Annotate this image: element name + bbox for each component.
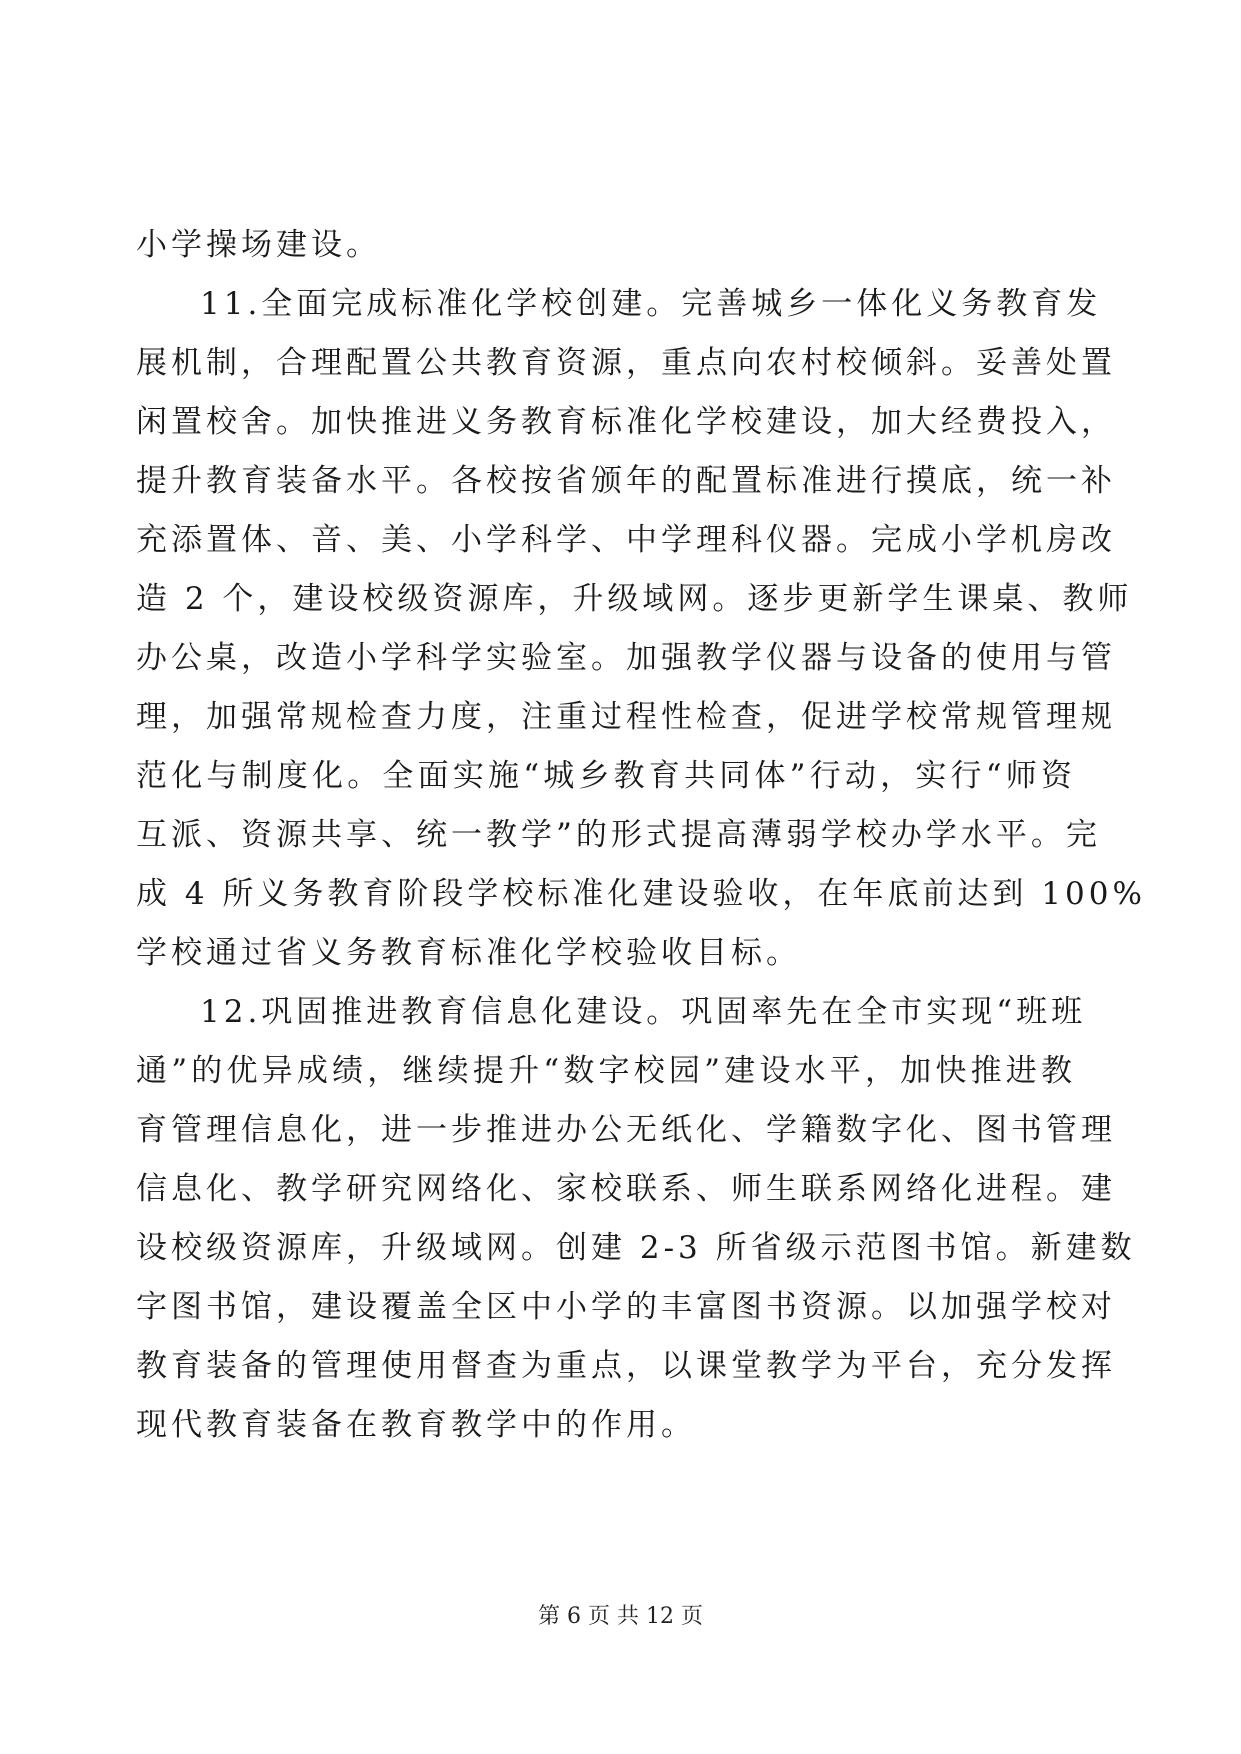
paragraph-line: 充添置体、音、美、小学科学、中学理科仪器。完成小学机房改 xyxy=(136,522,1116,558)
paragraph-line: 育管理信息化，进一步推进办公无纸化、学籍数字化、图书管理 xyxy=(136,1112,1116,1148)
paragraph-line: 闲置校舍。加快推进义务教育标准化学校建设，加大经费投入， xyxy=(136,404,1116,440)
paragraph-line: 理，加强常规检查力度，注重过程性检查，促进学校常规管理规 xyxy=(136,699,1116,735)
paragraph-line: 11.全面完成标准化学校创建。完善城乡一体化义务教育发 xyxy=(200,286,1102,322)
paragraph-line: 学校通过省义务教育标准化学校验收目标。 xyxy=(136,935,801,971)
paragraph-line: 通”的优异成绩，继续提升“数字校园”建设水平，加快推进教 xyxy=(136,1053,1076,1089)
paragraph-line: 小学操场建设。 xyxy=(136,227,381,263)
paragraph-line: 设校级资源库，升级域网。创建 2-3 所省级示范图书馆。新建数 xyxy=(136,1230,1136,1266)
paragraph-line: 提升教育装备水平。各校按省颁年的配置标准进行摸底，统一补 xyxy=(136,463,1116,499)
paragraph-line: 成 4 所义务教育阶段学校标准化建设验收，在年底前达到 100% xyxy=(136,876,1146,912)
paragraph-line: 教育装备的管理使用督查为重点，以课堂教学为平台，充分发挥 xyxy=(136,1348,1116,1384)
paragraph-line: 展机制，合理配置公共教育资源，重点向农村校倾斜。妥善处置 xyxy=(136,345,1116,381)
paragraph-line: 12.巩固推进教育信息化建设。巩固率先在全市实现“班班 xyxy=(200,994,1087,1030)
paragraph-line: 办公桌，改造小学科学实验室。加强教学仪器与设备的使用与管 xyxy=(136,640,1116,676)
paragraph-line: 现代教育装备在教育教学中的作用。 xyxy=(136,1407,696,1443)
paragraph-line: 信息化、教学研究网络化、家校联系、师生联系网络化进程。建 xyxy=(136,1171,1116,1207)
paragraph-line: 造 2 个，建设校级资源库，升级域网。逐步更新学生课桌、教师 xyxy=(136,581,1133,617)
paragraph-line: 范化与制度化。全面实施“城乡教育共同体”行动，实行“师资 xyxy=(136,758,1076,794)
paragraph-line: 字图书馆，建设覆盖全区中小学的丰富图书资源。以加强学校对 xyxy=(136,1289,1116,1325)
page-number-footer: 第 6 页 共 12 页 xyxy=(538,1604,703,1629)
paragraph-line: 互派、资源共享、统一教学”的形式提高薄弱学校办学水平。完 xyxy=(136,817,1101,853)
